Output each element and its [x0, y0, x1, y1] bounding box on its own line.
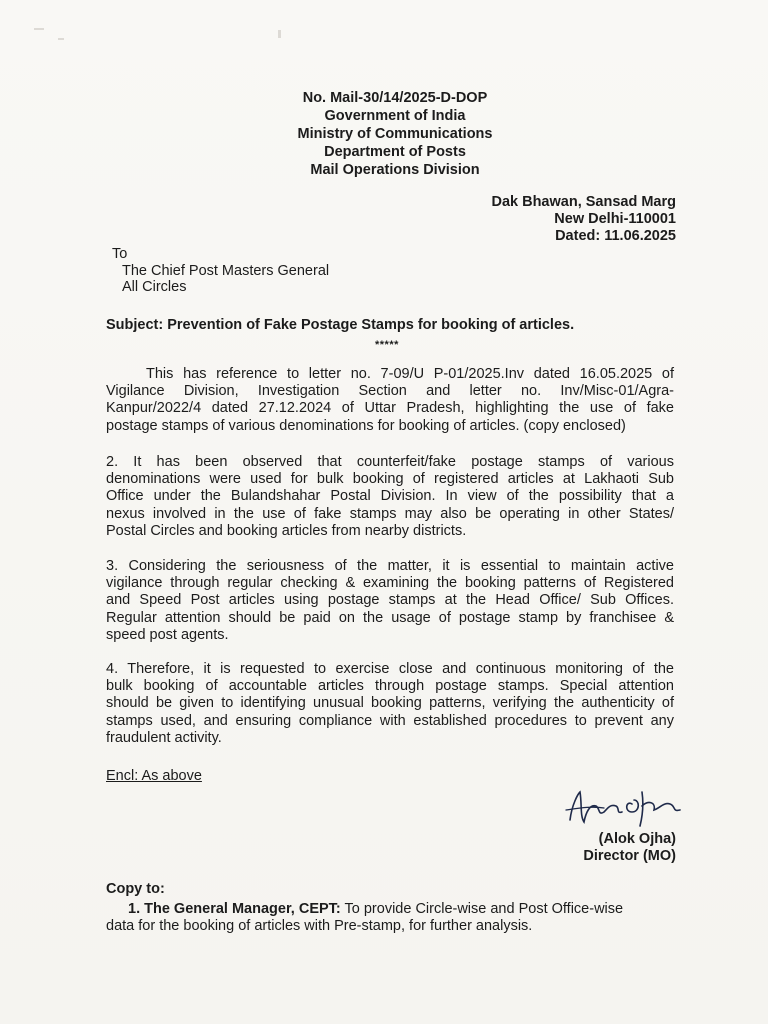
paragraph-line: 2. It has been observed that counterfeit/fake postage stamps of various [106, 454, 674, 470]
copy-to-heading: Copy to: [106, 881, 165, 897]
reference-number: No. Mail-30/14/2025-D-DOP [302, 90, 488, 106]
enclosure-note: Encl: As above [106, 768, 202, 784]
handwritten-signature [560, 782, 700, 832]
scan-mark [34, 28, 44, 30]
separator-stars: ***** [375, 339, 399, 351]
sender-address [491, 194, 676, 245]
recipient-block [112, 246, 329, 296]
paragraph-line: nexus involved in the use of fake stamps may also be operating in other States/ [106, 505, 674, 522]
paragraph-3 [106, 558, 674, 644]
paragraph-line: Kanpur/2022/4 dated 27.12.2024 of Uttar Pradesh, highlighting the use of fake [106, 400, 674, 417]
paragraph-line: bulk booking of accountable articles through postage stamps. Special attention [106, 678, 674, 695]
header-government: Government of India [324, 108, 466, 124]
copy-item-number: 1. [128, 901, 141, 917]
scan-mark [58, 38, 64, 40]
address-line-1: Dak Bhawan, Sansad Marg [491, 194, 676, 210]
copy-item-line [106, 901, 674, 918]
paragraph-line: postage stamps of various denominations for booking of articles. (copy enclosed) [106, 417, 626, 434]
paragraph-line: Postal Circles and booking articles from nearby districts. [106, 522, 467, 539]
header-ministry: Ministry of Communications [297, 126, 493, 142]
paragraph-line: Vigilance Division, Investigation Section and letter no. Inv/Misc-01/Agra- [106, 383, 674, 400]
paragraph-2 [106, 454, 674, 540]
letter-header [200, 89, 590, 179]
paragraph-line: vigilance through regular checking & examining the booking patterns of Registered [106, 575, 674, 592]
paragraph-line: Office under the Bulandshahar Postal Division. In view of the possibility that a [106, 488, 674, 505]
recipient-to: To [112, 246, 128, 262]
paragraph-line: Regular attention should be paid on the usage of postage stamp by franchisee & [106, 609, 674, 626]
recipient-line-2: All Circles [122, 279, 187, 295]
copy-to-item-1 [106, 901, 674, 935]
signatory-designation: Director (MO) [583, 848, 676, 864]
paragraph-line: and Speed Post articles using postage stamps at the Head Office/ Sub Offices. [106, 592, 674, 609]
scan-mark [278, 30, 281, 38]
signatory-name: (Alok Ojha) [598, 831, 676, 847]
paragraph-line: should be given to identifying unusual booking patterns, verifying the authenticity of [106, 695, 674, 712]
signatory-block [583, 831, 676, 865]
letter-date: Dated: 11.06.2025 [555, 228, 676, 244]
subject-line: Subject: Prevention of Fake Postage Stamps for booking of articles. [106, 317, 575, 333]
paragraph-line: 3. Considering the seriousness of the matter, it is essential to maintain active [106, 558, 674, 574]
paragraph-4 [106, 661, 674, 747]
paragraph-line: This has reference to letter no. 7-09/U P-01/2025.Inv dated 16.05.2025 of [146, 366, 674, 382]
paragraph-1 [106, 366, 674, 435]
paragraph-line: 4. Therefore, it is requested to exercise close and continuous monitoring of the [106, 661, 674, 677]
copy-item-recipient: The General Manager, CEPT: [144, 901, 341, 917]
paragraph-line: speed post agents. [106, 626, 229, 643]
header-division: Mail Operations Division [310, 162, 480, 178]
copy-item-line-2: data for the booking of articles with Pre-stamp, for further analysis. [106, 918, 533, 935]
paragraph-line: denominations were used for bulk booking of registered articles at Lakhaoti Sub [106, 471, 674, 488]
paragraph-line: fraudulent activity. [106, 729, 222, 746]
copy-item-text: To provide Circle-wise and Post Office-wise [340, 901, 624, 917]
address-line-2: New Delhi-110001 [554, 211, 676, 227]
paragraph-line: stamps used, and ensuring compliance with established procedures to prevent any [106, 712, 674, 729]
recipient-line-1: The Chief Post Masters General [122, 262, 330, 279]
header-department: Department of Posts [324, 144, 466, 160]
